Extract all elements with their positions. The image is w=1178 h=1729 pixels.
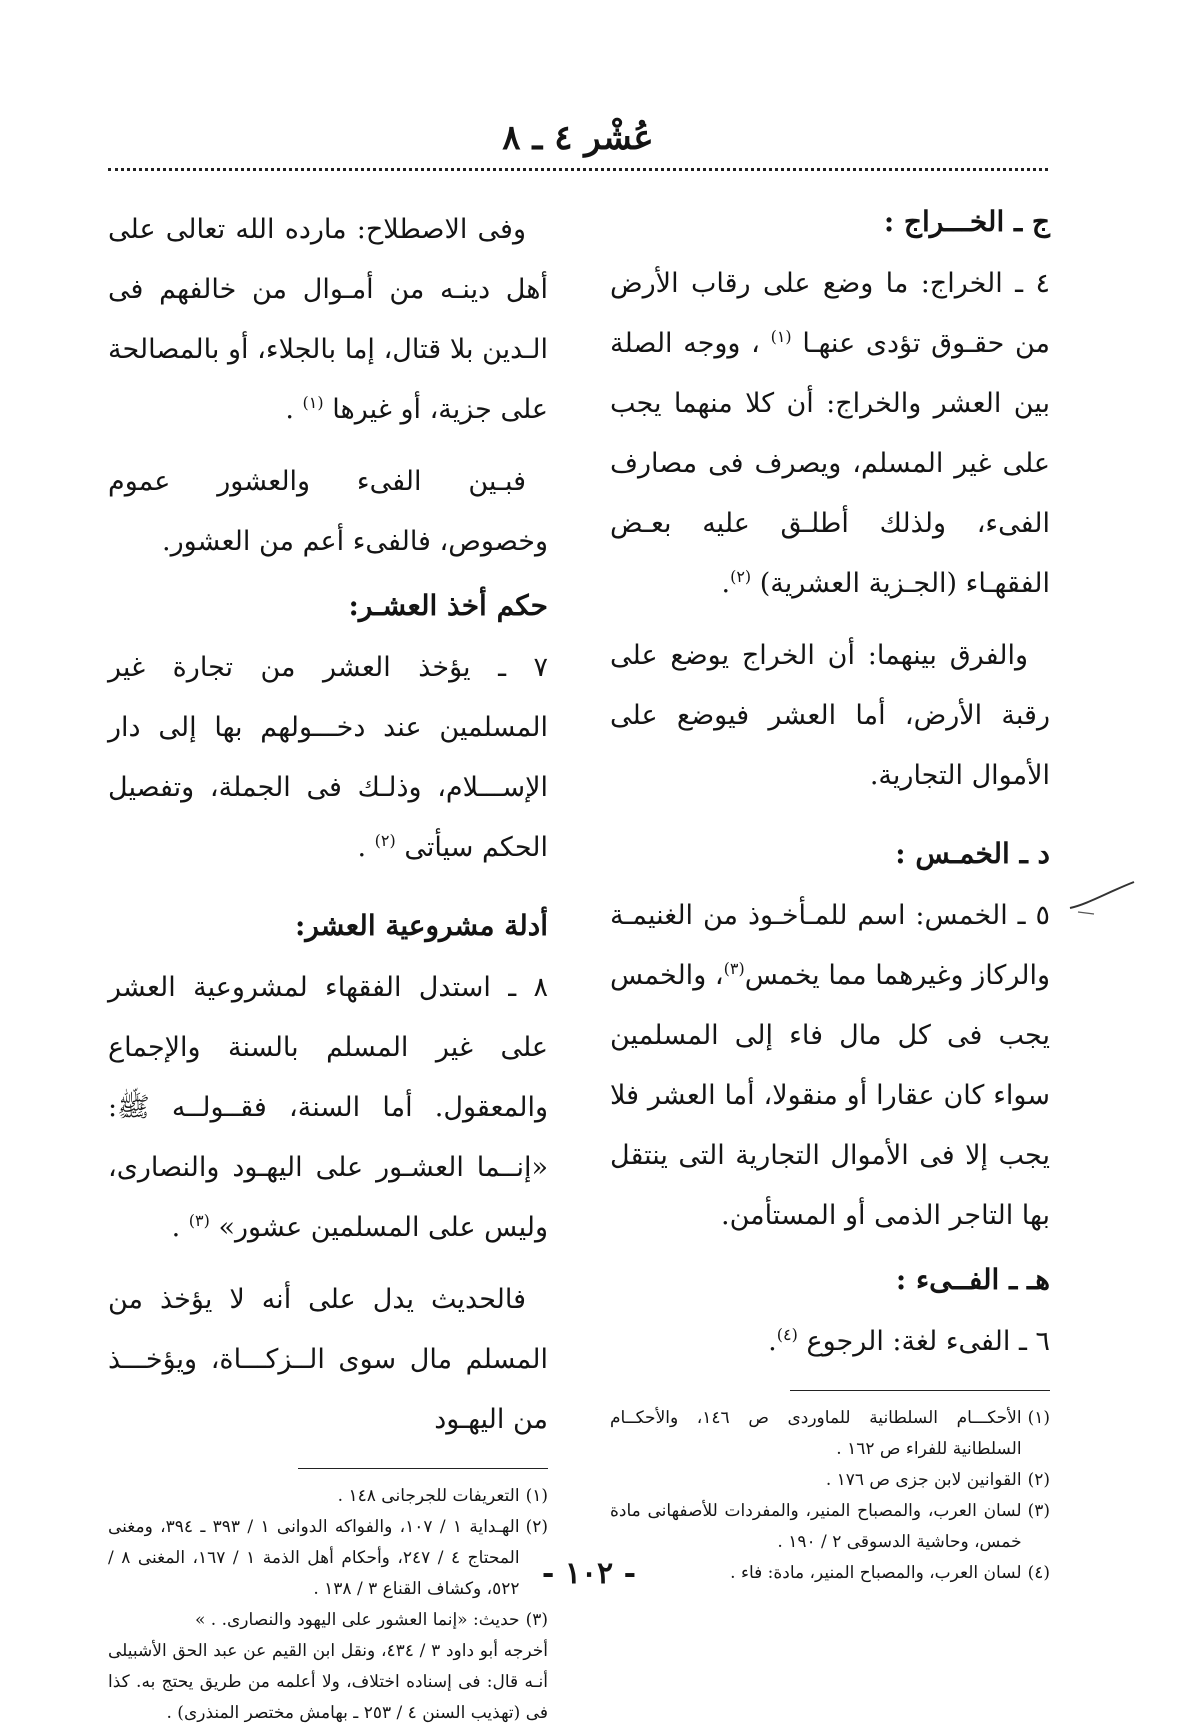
footnote-divider [298,1468,548,1469]
paragraph-7-text: ٧ ـ يؤخذ العشر من تجارة غير المسلمين عند دخـــولهم بها إلى دار الإســـلام، وذلـك فى الجملة، وتفصيل الحكم سيأتى [108,652,548,863]
footnote-number: (٣) [525,1610,548,1630]
paragraph-4b: والفرق بينهما: أن الخراج يوضع على رقبة الأرض، أما العشر فيوضع على الأموال التجارية. [610,640,1050,791]
paragraph-istilah-text: وفى الاصطلاح: مارده الله تعالى على أهل دينـه من أمـوال من خالفهم فى الـدين بلا قتال، إما بالجلاء، أو بالمصالحة على جزية، أو غيرها [108,214,548,425]
paragraph-6 [610,1312,1050,1372]
paragraph-istilah-end: . [285,394,294,425]
footnote-ref[interactable]: (٣) [723,959,745,978]
paragraph-fay-umum: فبـين الفىء والعشور عموم وخصوص، فالفىء أعم من العشور. [108,466,548,557]
paragraph-9: فالحديث يدل على أنه لا يؤخذ من المسلم مال سوى الــزكـــاة، ويؤخـــذ من اليهـود [108,1284,548,1435]
paragraph-8-text: ٨ ـ استدل الفقهاء لمشروعية العشر على غير المسلم بالسنة والإجماع والمعقول. أما السنة، فقــولــه ﷺ: «إنــما العشـور على اليهـود والنصارى، وليس على المسلمين عشور» [108,972,548,1243]
footnote-number: (٢) [1027,1470,1050,1490]
left-column [108,200,548,1729]
footnote-text: الهـداية ١ / ١٠٧، والفواكه الدوانى ١ / ٣٩٣ ـ ٣٩٤، ومغنى المحتاج ٤ / ٢٤٧، وأحكام أهل الذمة ١ / ١٦٧، المغنى ٨ / ٥٢٢، وكشاف القناع ٣ / ١٣٨ . [108,1517,520,1599]
footnote-text: الأحكـــام السلطانية للماوردى ص ١٤٦، والأحكــام السلطانية للفراء ص ١٦٢ . [610,1408,1022,1459]
heading-adilla: أدلة مشروعية العشر: [295,909,548,942]
footnote-text: حديث: «إنما العشور على اليهود والنصارى. . » [194,1610,520,1630]
right-column [610,200,1050,1589]
paragraph-istilah [108,200,548,440]
footnote-divider [790,1390,1050,1391]
paragraph-4-end: . [721,568,731,599]
paragraph-8 [108,958,548,1258]
header-dotted-rule [108,168,1048,171]
footnote-item [610,1403,1050,1465]
footnote-number: (٣) [1027,1501,1050,1521]
running-header: عُشْر ٤ ـ ٨ [502,118,654,158]
footnote-ref[interactable]: (١) [770,327,792,346]
footnote-ref[interactable]: (٢) [374,831,396,850]
footnote-item [108,1605,548,1636]
heading-hukm: حكم أخذ العشـر: [348,589,548,622]
footnote-continuation: أخرجه أبو داود ٣ / ٤٣٤، ونقل ابن القيم عن عبد الحق الأشبيلى أنـه قال: فى إسناده اختلاف، ولا أعلمه من طريق يحتج به. كذا فى (تهذيب السنن ٤ / ٢٥٣ ـ بهامش مختصر المنذرى) . [108,1641,548,1723]
footnote-text: لسان العرب، والمصباح المنير، والمفردات للأصفهانى مادة خمس، وحاشية الدسوقى ٢ / ١٩٠ . [610,1501,1022,1552]
heading-kharaj: ج ـ الخـــراج : [883,205,1050,238]
footnote-item [610,1465,1050,1496]
paragraph-6-text: ٦ ـ الفىء لغة: الرجوع [806,1326,1050,1357]
footnote-ref[interactable]: (٢) [730,567,752,586]
paragraph-7-end: . [357,832,367,863]
paragraph-6-end: . [768,1326,777,1357]
footnote-ref[interactable]: (٣) [188,1211,210,1230]
footnote-ref[interactable]: (١) [302,393,324,412]
paragraph-4-text: ٤ ـ الخراج: ما وضع على رقاب الأرض من حقـوق تؤدى عنهـا [610,268,1050,359]
footnotes-left [108,1481,548,1729]
paragraph-5-text: ٥ ـ الخمس: اسم للمـأخـوذ من الغنيمـة والركاز وغيرهما مما يخمس [610,900,1050,991]
page-number: - ١٠٢ - [541,1556,637,1591]
paragraph-4-cont: ، ووجه الصلة بين العشر والخراج: أن كلا منهما يجب على غير المسلم، ويصرف فى مصارف الفىء، ولذلك أطلـق عليه بعـض الفقهـاء (الجـزية العشرية) [610,328,1050,599]
footnote-text: لسان العرب، والمصباح المنير، مادة: فاء . [730,1563,1022,1583]
footnote-number: (١) [525,1486,548,1506]
footnote-item [108,1481,548,1512]
paragraph-8-end: . [171,1212,181,1243]
footnote-number: (١) [1027,1408,1050,1428]
heading-khums: د ـ الخمـس : [895,837,1050,870]
paragraph-4 [610,254,1050,614]
footnote-number: (٢) [525,1517,548,1537]
paragraph-5-cont: ، والخمس يجب فى كل مال فاء إلى المسلمين سواء كان عقارا أو منقولا، أما العشر فلا يجب إلا فى الأموال التجارية التى ينتقل بها التاجر الذمى أو المستأمن. [610,960,1050,1231]
heading-fay: هـ ـ الفــىء : [895,1263,1050,1296]
footnote-item [610,1496,1050,1558]
footnote-text: القوانين لابن جزى ص ١٧٦ . [825,1470,1022,1490]
paragraph-7 [108,638,548,878]
paragraph-5 [610,886,1050,1246]
footnote-number: (٤) [1027,1563,1050,1583]
pen-stroke-mark [1068,878,1138,918]
footnote-text: التعريفات للجرجانى ١٤٨ . [337,1486,520,1506]
footnote-ref[interactable]: (٤) [776,1325,798,1344]
